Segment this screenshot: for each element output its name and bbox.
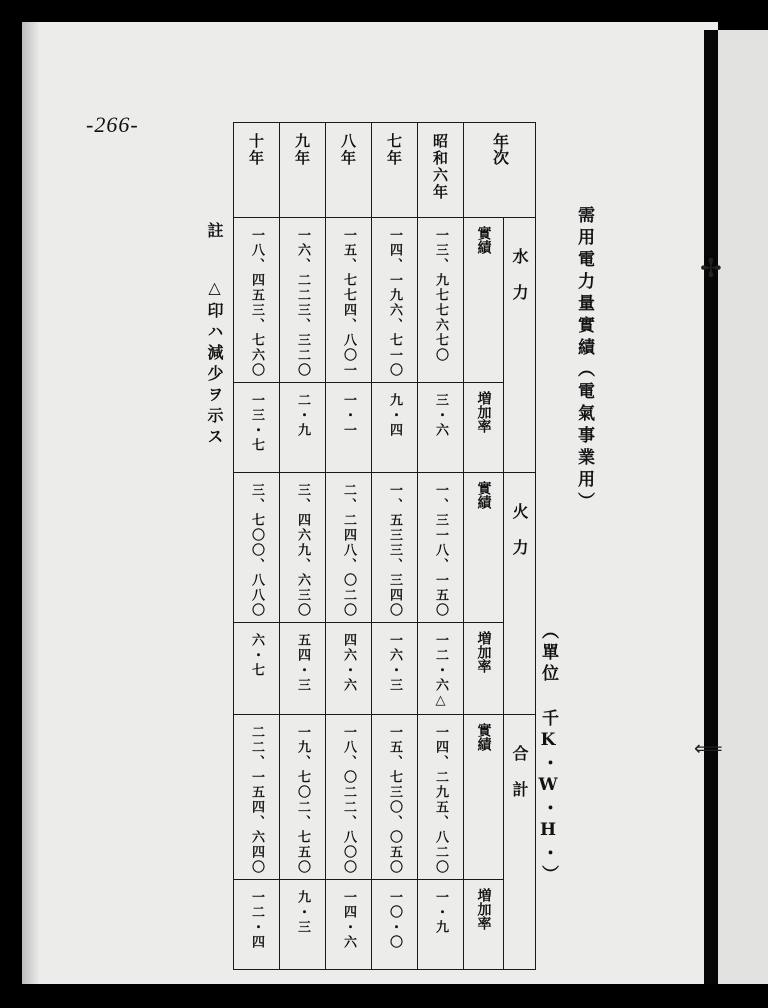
total-actual: 一八、〇二二、八〇〇 [341,725,356,875]
year-cell [372,123,418,218]
rate-header [464,880,504,970]
rate-label: 増加率 [475,888,492,930]
thermal-actual: 一、三一八、一五〇 [433,483,448,618]
hydro-group-header [504,218,536,473]
data-cell [372,715,418,880]
actual-header [464,218,504,383]
thermal-actual: 三、七〇〇、八八〇 [249,483,264,618]
data-cell [280,623,326,715]
hydro-rate: 九・四 [387,393,402,438]
year-cell [418,123,464,218]
data-cell [234,383,280,473]
year-label: 十年 [247,133,265,167]
year-header: 年次 [490,133,510,165]
data-cell [372,383,418,473]
hydro-rate: 三・六 [433,393,448,438]
note-text: △印ハ減少ヲ示ス [205,278,224,449]
actual-label: 實績 [475,481,492,509]
rate-header [464,623,504,715]
actual-header [464,473,504,623]
data-cell [372,218,418,383]
hydro-rate: 一三・七 [249,393,264,453]
data-cell [418,383,464,473]
total-actual: 一四、二九五、八二〇 [433,725,448,875]
actual-label: 實績 [475,723,492,751]
unit-note: （單位 千K・W・H・） [538,622,558,886]
data-cell [418,623,464,715]
data-cell [372,623,418,715]
adjacent-page-edge [718,30,768,984]
data-cell [418,218,464,383]
data-cell [326,623,372,715]
page-number: -266- [86,112,139,137]
rate-label: 増加率 [475,631,492,673]
data-cell [234,473,280,623]
thermal-actual: 二、二四八、〇二〇 [341,483,356,618]
data-cell [280,218,326,383]
binding-gutter [704,30,718,984]
registration-mark-icon: ✢ [700,254,722,284]
rate-header [464,383,504,473]
year-header-cell [464,123,536,218]
thermal-actual: 一、五三三、三四〇 [387,483,402,618]
hydro-label: 水力 [510,248,529,320]
year-cell [326,123,372,218]
note-label: 註 [205,222,224,238]
year-label: 昭和六年 [431,133,449,201]
hydro-rate: 一・一 [341,393,356,438]
total-group-header [504,715,536,970]
data-cell [418,715,464,880]
year-label: 八年 [339,133,357,167]
rate-label: 増加率 [475,391,492,433]
thermal-label: 火力 [510,503,529,575]
thermal-actual: 三、四六九、六三〇 [295,483,310,618]
data-cell [326,218,372,383]
total-rate: 九・三 [295,890,310,935]
data-cell [234,880,280,970]
thermal-rate: 五四・三 [295,633,310,693]
total-rate: 一四・六 [341,890,356,950]
total-actual: 一五、七三〇、〇五〇 [387,725,402,875]
power-demand-grid [233,122,536,970]
year-cell [280,123,326,218]
hydro-rate: 二・九 [295,393,310,438]
total-rate: 一・九 [433,890,448,935]
total-rate: 一二・四 [249,890,264,950]
hydro-actual: 一四、一九六、七一〇 [387,228,402,378]
table-title: 需用電力量實績（電氣事業用） [574,206,594,514]
data-cell [234,623,280,715]
actual-header [464,715,504,880]
total-label: 合計 [510,745,529,817]
data-cell [372,880,418,970]
actual-label: 實績 [475,226,492,254]
data-cell [418,880,464,970]
year-label: 九年 [293,133,311,167]
total-actual: 一九、七〇二、七五〇 [295,725,310,875]
total-actual: 二二、一五四、六四〇 [249,725,264,875]
margin-arrow-icon: ⟸ [694,736,723,760]
total-rate: 一〇・〇 [387,890,402,950]
data-cell [280,880,326,970]
year-label: 七年 [385,133,403,167]
hydro-actual: 一三、九七七六七〇 [433,228,448,363]
hydro-actual: 一六、二二三、三二〇 [295,228,310,378]
thermal-rate: △一二・六 [433,633,448,710]
data-cell [326,715,372,880]
year-cell [234,123,280,218]
hydro-actual: 一五、七七四、八〇一 [341,228,356,378]
data-cell [326,383,372,473]
thermal-rate: 一六・三 [387,633,402,693]
thermal-rate: 四六・六 [341,633,356,693]
data-cell [234,218,280,383]
thermal-group-header [504,473,536,715]
data-cell [326,473,372,623]
data-cell [326,880,372,970]
hydro-actual: 一八、四五三、七六〇 [249,228,264,378]
data-cell [280,473,326,623]
data-cell [280,715,326,880]
data-cell [418,473,464,623]
data-cell [372,473,418,623]
thermal-rate: 六・七 [249,633,264,678]
data-cell [280,383,326,473]
data-cell [234,715,280,880]
